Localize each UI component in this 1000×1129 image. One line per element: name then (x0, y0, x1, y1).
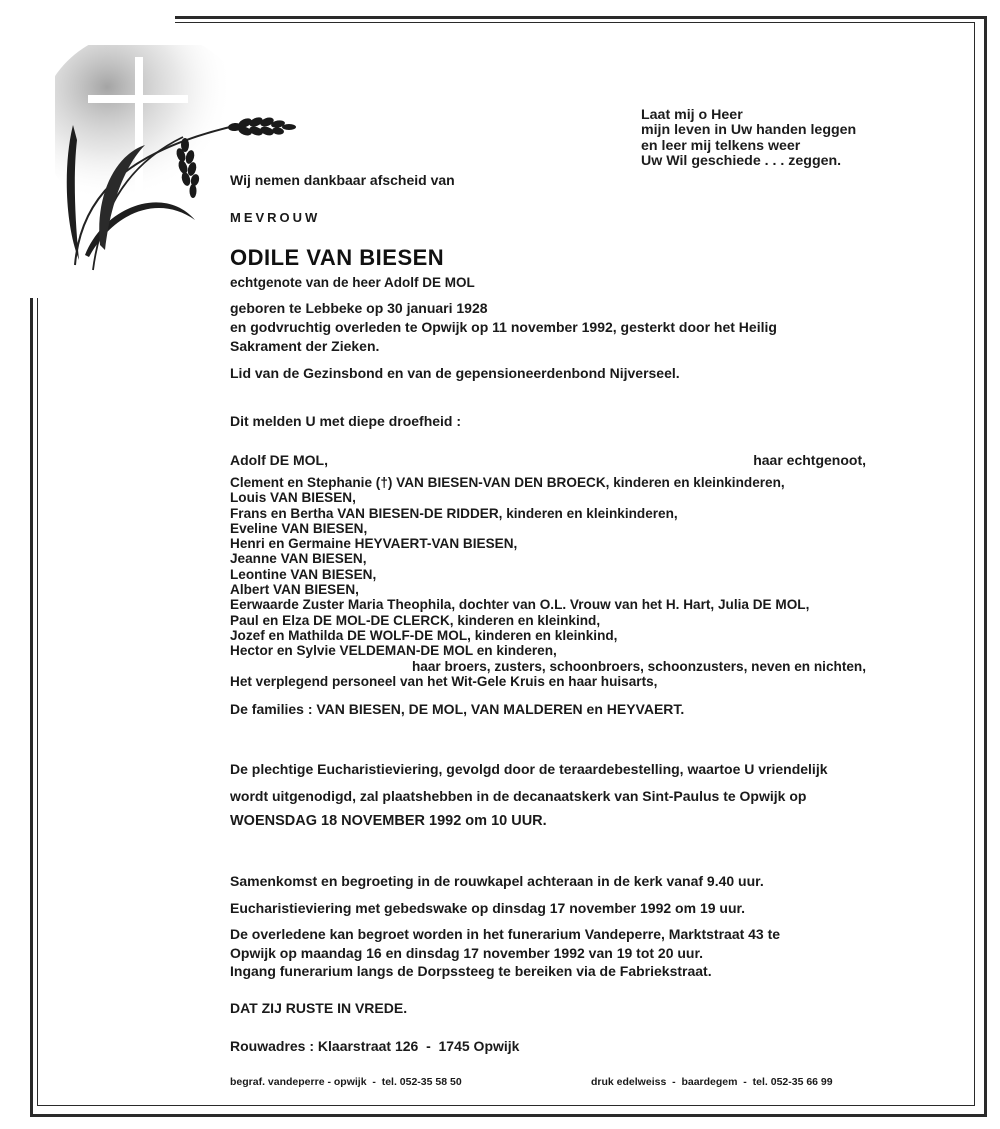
viewing-line-3: Ingang funerarium langs de Dorpssteeg te bereiken via de Fabriekstraat. (230, 963, 712, 979)
nursing-line: Het verplegend personeel van het Wit-Gele Kruis en haar huisarts, (230, 673, 658, 689)
membership-line: Lid van de Gezinsbond en van de gepensioneerdenbond Nijverseel. (230, 365, 680, 381)
families-line: De families : VAN BIESEN, DE MOL, VAN MALDEREN en HEYVAERT. (230, 701, 685, 717)
family-line: Albert VAN BIESEN, (230, 582, 359, 598)
family-line: Jeanne VAN BIESEN, (230, 551, 367, 567)
service-line-2: wordt uitgenodigd, zal plaatshebben in de decanaatskerk van Sint-Paulus te Opwijk op (230, 788, 807, 804)
poem-line: en leer mij telkens weer (641, 137, 801, 154)
family-line: Eveline VAN BIESEN, (230, 520, 368, 536)
poem-line: Uw Wil geschiede . . . zeggen. (641, 153, 842, 170)
death-line: en godvruchtig overleden te Opwijk op 11 november 1992, gesterkt door het Heilig (230, 319, 777, 335)
footer-printer: druk edelweiss - baardegem - tel. 052-35 66 99 (591, 1076, 833, 1088)
intro-text: Wij nemen dankbaar afscheid van (230, 172, 455, 188)
family-line: Clement en Stephanie (†) VAN BIESEN-VAN DEN BROECK, kinderen en kleinkinderen, (230, 475, 785, 490)
husband-role: haar echtgenoot, (753, 452, 866, 468)
poem-verse (641, 108, 856, 170)
footer-undertaker: begraf. vandeperre - opwijk - tel. 052-35 58 50 (230, 1076, 462, 1088)
family-line: Hector en Sylvie VELDEMAN-DE MOL en kinderen, (230, 643, 557, 659)
poem-line: mijn leven in Uw handen leggen (641, 122, 857, 139)
death-line-2: Sakrament der Zieken. (230, 338, 380, 354)
deceased-name: ODILE VAN BIESEN (230, 245, 445, 270)
vigil-line: Eucharistieviering met gebedswake op dinsdag 17 november 1992 om 19 uur. (230, 900, 746, 916)
poem-line: Laat mij o Heer (641, 107, 743, 123)
service-date: WOENSDAG 18 NOVEMBER 1992 om 10 UUR. (230, 813, 547, 829)
honorific: MEVROUW (230, 210, 321, 225)
mourning-address: Rouwadres : Klaarstraat 126 - 1745 Opwijk (230, 1038, 520, 1054)
family-line: Jozef en Mathilda DE WOLF-DE MOL, kinderen en kleinkind, (230, 627, 618, 643)
birth-line: geboren te Lebbeke op 30 januari 1928 (230, 300, 488, 316)
family-line: Eerwaarde Zuster Maria Theophila, dochter van O.L. Vrouw van het H. Hart, Julia DE MOL, (230, 597, 810, 613)
family-line: Henri en Germaine HEYVAERT-VAN BIESEN, (230, 536, 518, 552)
service-line-1: De plechtige Eucharistieviering, gevolgd door de teraardebestelling, waartoe U vriendelijk (230, 761, 828, 777)
family-line: Paul en Elza DE MOL-DE CLERCK, kinderen en kleinkind, (230, 612, 601, 628)
family-list (230, 475, 866, 689)
family-line: Louis VAN BIESEN, (230, 490, 356, 506)
husband-name: Adolf DE MOL, (230, 452, 328, 468)
family-line: Leontine VAN BIESEN, (230, 566, 377, 582)
viewing-line-2: Opwijk op maandag 16 en dinsdag 17 november 1992 van 19 tot 20 uur. (230, 945, 704, 961)
viewing-line-1: De overledene kan begroet worden in het funerarium Vandeperre, Marktstraat 43 te (230, 926, 781, 942)
rest-in-peace: DAT ZIJ RUSTE IN VREDE. (230, 1000, 408, 1016)
relatives-summary: haar broers, zusters, schoonbroers, schoonzusters, neven en nichten, (411, 658, 866, 674)
family-line: Frans en Bertha VAN BIESEN-DE RIDDER, kinderen en kleinkinderen, (230, 505, 678, 521)
gathering-line: Samenkomst en begroeting in de rouwkapel achteraan in de kerk vanaf 9.40 uur. (230, 873, 764, 889)
spouse-line: echtgenote van de heer Adolf DE MOL (230, 275, 475, 290)
announcement-line: Dit melden U met diepe droefheid : (230, 413, 462, 429)
